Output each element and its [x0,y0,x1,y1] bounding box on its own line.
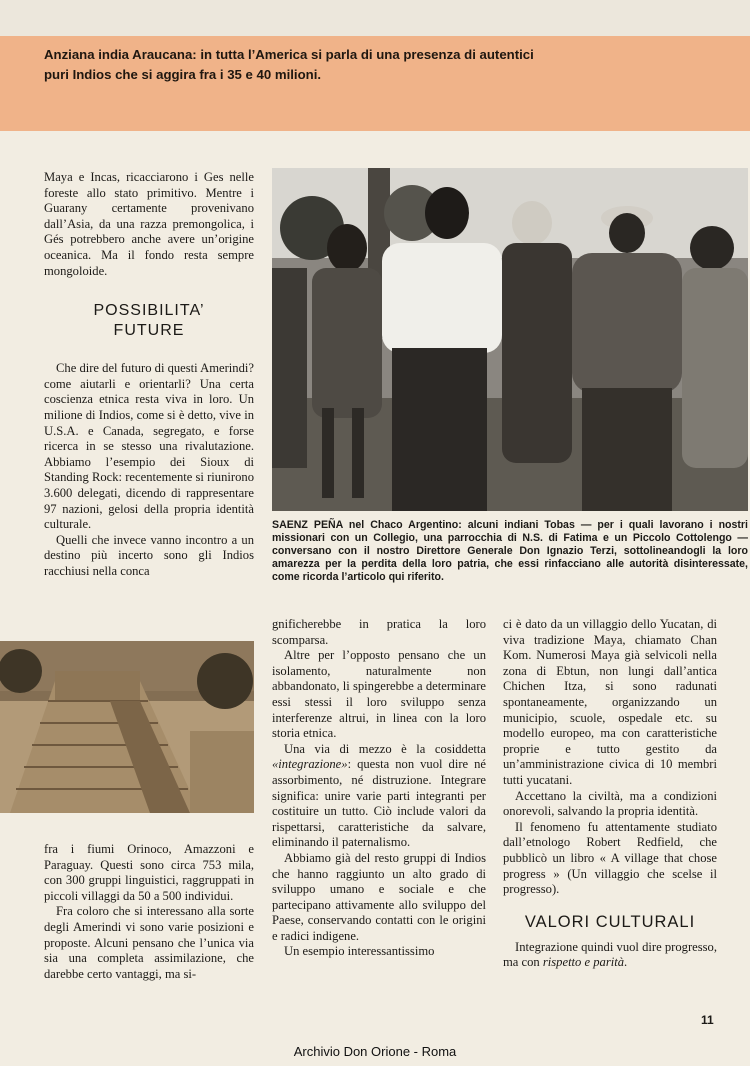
paragraph [272,742,486,851]
paragraph-part: : questa non vuol dire né assorbimento, né distruzione. Integrare significa: unire varie parti integranti per costituire un tutto. Ciò include valori da rispettarsi, caratteristiche da salvare, eliminando il paternalismo. [272,757,486,850]
paragraph: Quelli che invece vanno incontro a un destino più incerto sono gli Indios racchiusi nella conca [44,532,254,578]
column-middle [272,617,486,960]
paragraph-part: Integrazione quindi vuol dire progresso, ma con [503,939,717,970]
paragraph: Un esempio interessantissimo [284,944,435,959]
section-heading-future [44,301,254,341]
page-number: 11 [701,1013,714,1027]
column-left-bottom [44,842,254,982]
emphasis-integrazione: «integrazione» [272,757,348,772]
archive-footer: Archivio Don Orione - Roma [293,1044,457,1059]
paragraph [503,940,717,971]
paragraph: ci è dato da un villaggio dello Yucatan, di viva tradizione Maya, chiamato Chan Kom. Numerosi Maya già selvicoli nella zona di Ebtun, non lungi dall’antica Chichen Itza, si sono radunati spontaneamente, organizzando un municipio, scuole, ospedale etc. su modello europeo, ma con caratteristiche proprie e tutto gestito da un’amministrazione civica di 10 membri tutti yucatani. [503,617,717,787]
title-banner [0,36,750,131]
paragraph-part: Una via di mezzo è la cosiddetta [284,741,486,756]
top-margin [0,0,750,36]
paragraph: Altre per l’opposto pensano che un isolamento, naturalmente non abbandonato, li spingerebbe a determinare essi stessi il loro sviluppo senza interferenze altrui, in linea con la loro storia etnica. [272,648,486,741]
heading-line-2: FUTURE [113,322,185,340]
photo-caption [272,519,748,584]
paragraph: fra i fiumi Orinoco, Amazzoni e Paraguay. Questi sono circa 753 mila, con 300 gruppi linguistici, raggruppati in piccoli villaggi da 50 a 500 individui. [44,842,254,903]
paragraph: Il fenomeno fu attentamente studiato dall’etnologo Robert Redfield, che pubblicò un libro « A village that chose progress » (Un villaggio che scelse il progresso). [503,819,717,897]
paragraph: gnificherebbe in pratica la loro scomparsa. [272,617,486,647]
pyramid-illustration [0,641,254,813]
caption-place: SAENZ PEÑA [272,519,343,531]
paragraph-part: . [624,955,628,970]
group-photo-illustration [272,168,748,511]
emphasis-rispetto: rispetto e parità [542,955,625,970]
column-right [503,617,717,971]
heading-line-1: POSSIBILITA’ [93,302,205,320]
intro-paragraph: Maya e Incas, ricacciarono i Ges nelle foreste allo stato primitivo. Mentre i Guarany certamente provenivano dall’Asia, da una razza premongolica, i Gés potrebbero anche avere un’origine oceanica. Ma il fondo resta sempre mongoloide. [44,170,254,278]
paragraph: Fra coloro che si interessano alla sorte degli Amerindi vi sono varie posizioni e proposte. Alcuni pensano che l’unica via sia una completa assimilazione, che darebbe certo vantaggi, ma si- [44,904,254,981]
paragraph: Che dire del futuro di questi Amerindi? come aiutarli e orientarli? Una certa coscienza etnica resta viva in loro. Un milione di Indios, come si è detto, vive in U.S.A. e Canada, segregato, e forse ricerca in se stesso una rivalutazione. Abbiamo l’esempio dei Sioux di Standing Rock: recentemente si riunirono 3.600 delegati, dicendo di rappresentare 97 nazioni, gelosi della propria identità culturale. [44,361,254,532]
group-photo [272,168,748,511]
banner-text: Anziana india Araucana: in tutta l’America si parla di una presenza di autentici puri Indios che si aggira fra i 35 e 40 milioni. [44,47,534,82]
pyramid-photo [0,641,254,813]
column-left-top [44,170,254,579]
paragraph: Abbiamo già del resto gruppi di Indios che hanno raggiunto un alto grado di sviluppo umano e sociale e che partecipano attivamente allo sviluppo del Paese, conservando contatti con le origini e radici indigene. [272,850,486,943]
caption-text: nel Chaco Argentino: alcuni indiani Tobas — per i quali lavorano i nostri missionari con un Collegio, una parrocchia di N.S. di Fatima e un Piccolo Cottolengo — conversano con il nostro Direttore Generale Don Ignazio Terzi, sottolineandogli la loro amarezza per la perdita della loro patria, che essi rinfacciano alle autorità disinteressate, come ricorda l’articolo qui riferito. [272,519,748,583]
section-heading-values: VALORI CULTURALI [524,912,696,931]
paragraph: Accettano la civiltà, ma a condizioni onorevoli, salvando la propria identità. [503,788,717,819]
